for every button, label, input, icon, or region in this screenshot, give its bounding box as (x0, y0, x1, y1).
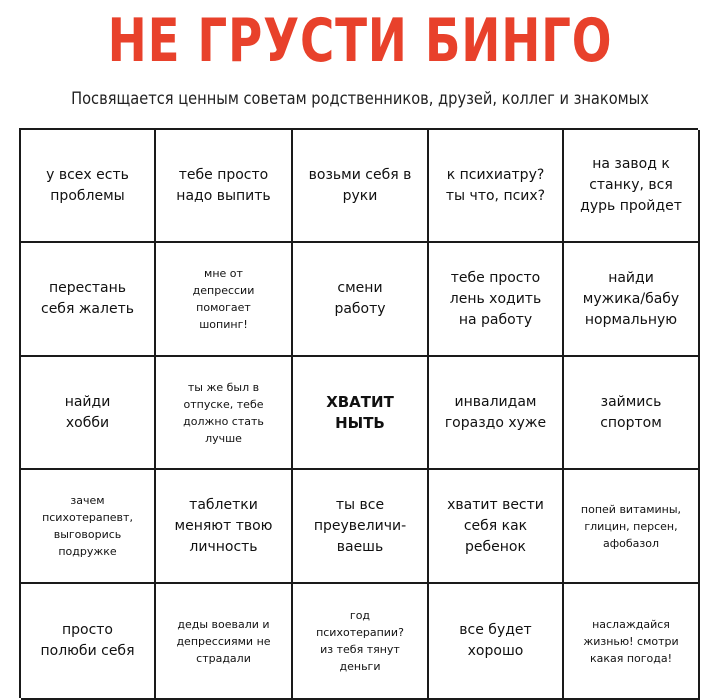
bingo-grid (19, 128, 698, 698)
bingo-cell-r1c5: на завод к станку, вся дурь пройдет (564, 130, 700, 243)
bingo-cell-r1c3: возьми себя в руки (293, 130, 429, 243)
bingo-cell-r2c4: тебе просто лень ходить на работу (429, 243, 564, 357)
page-title: НЕ ГРУСТИ БИНГО (107, 6, 613, 76)
page-subtitle: Посвящается ценным советам родственников, друзей, коллег и знакомых (71, 89, 649, 109)
bingo-cell-center: ХВАТИТ НЫТЬ (293, 357, 429, 470)
bingo-cell-r5c3: год психотерапии? из тебя тянут деньги (293, 584, 429, 700)
bingo-cell-r4c2: таблетки меняют твою личность (156, 470, 293, 584)
bingo-cell-r3c5: займись спортом (564, 357, 700, 470)
bingo-cell-r4c3: ты все преувеличи- ваешь (293, 470, 429, 584)
bingo-cell-r3c1: найди хобби (21, 357, 156, 470)
bingo-cell-r1c4: к психиатру? ты что, псих? (429, 130, 564, 243)
bingo-cell-r3c2: ты же был в отпуске, тебе должно стать лучше (156, 357, 293, 470)
bingo-cell-r5c1: просто полюби себя (21, 584, 156, 700)
bingo-cell-r1c1: у всех есть проблемы (21, 130, 156, 243)
bingo-cell-r5c5: наслаждайся жизнью! смотри какая погода! (564, 584, 700, 700)
bingo-cell-r2c1: перестань себя жалеть (21, 243, 156, 357)
bingo-cell-r3c4: инвалидам гораздо хуже (429, 357, 564, 470)
bingo-cell-r1c2: тебе просто надо выпить (156, 130, 293, 243)
bingo-cell-r4c1: зачем психотерапевт, выговорись подружке (21, 470, 156, 584)
bingo-cell-r2c3: смени работу (293, 243, 429, 357)
bingo-cell-r5c4: все будет хорошо (429, 584, 564, 700)
bingo-cell-r2c2: мне от депрессии помогает шопинг! (156, 243, 293, 357)
bingo-cell-r2c5: найди мужика/бабу нормальную (564, 243, 700, 357)
bingo-cell-r4c4: хватит вести себя как ребенок (429, 470, 564, 584)
bingo-cell-r4c5: попей витамины, глицин, персен, афобазол (564, 470, 700, 584)
bingo-cell-r5c2: деды воевали и депрессиями не страдали (156, 584, 293, 700)
